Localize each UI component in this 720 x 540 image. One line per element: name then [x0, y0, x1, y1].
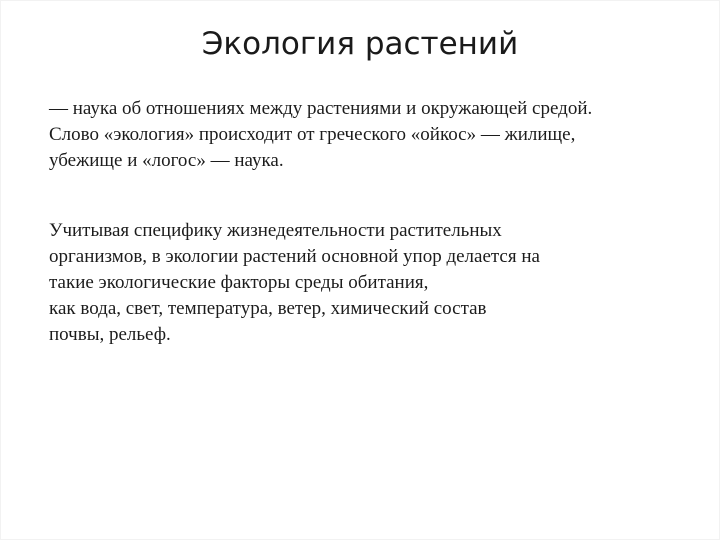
- definition-line: Слово «экология» происходит от греческого «ойкос» — жилище,: [49, 124, 576, 145]
- factors-paragraph: [49, 218, 689, 348]
- factors-line: организмов, в экологии растений основной упор делается на: [49, 246, 540, 267]
- definition-line: — наука об отношениях между растениями и окружающей средой.: [49, 98, 593, 119]
- definition-paragraph: [49, 96, 689, 174]
- factors-line: как вода, свет, температура, ветер, химический состав: [49, 298, 487, 319]
- slide-title: Экология растений: [201, 26, 519, 62]
- definition-line: убежище и «логос» — наука.: [49, 150, 284, 171]
- factors-line: почвы, рельеф.: [49, 324, 171, 345]
- factors-line: такие экологические факторы среды обитания,: [49, 272, 429, 293]
- factors-line: Учитывая специфику жизнедеятельности растительных: [49, 220, 502, 241]
